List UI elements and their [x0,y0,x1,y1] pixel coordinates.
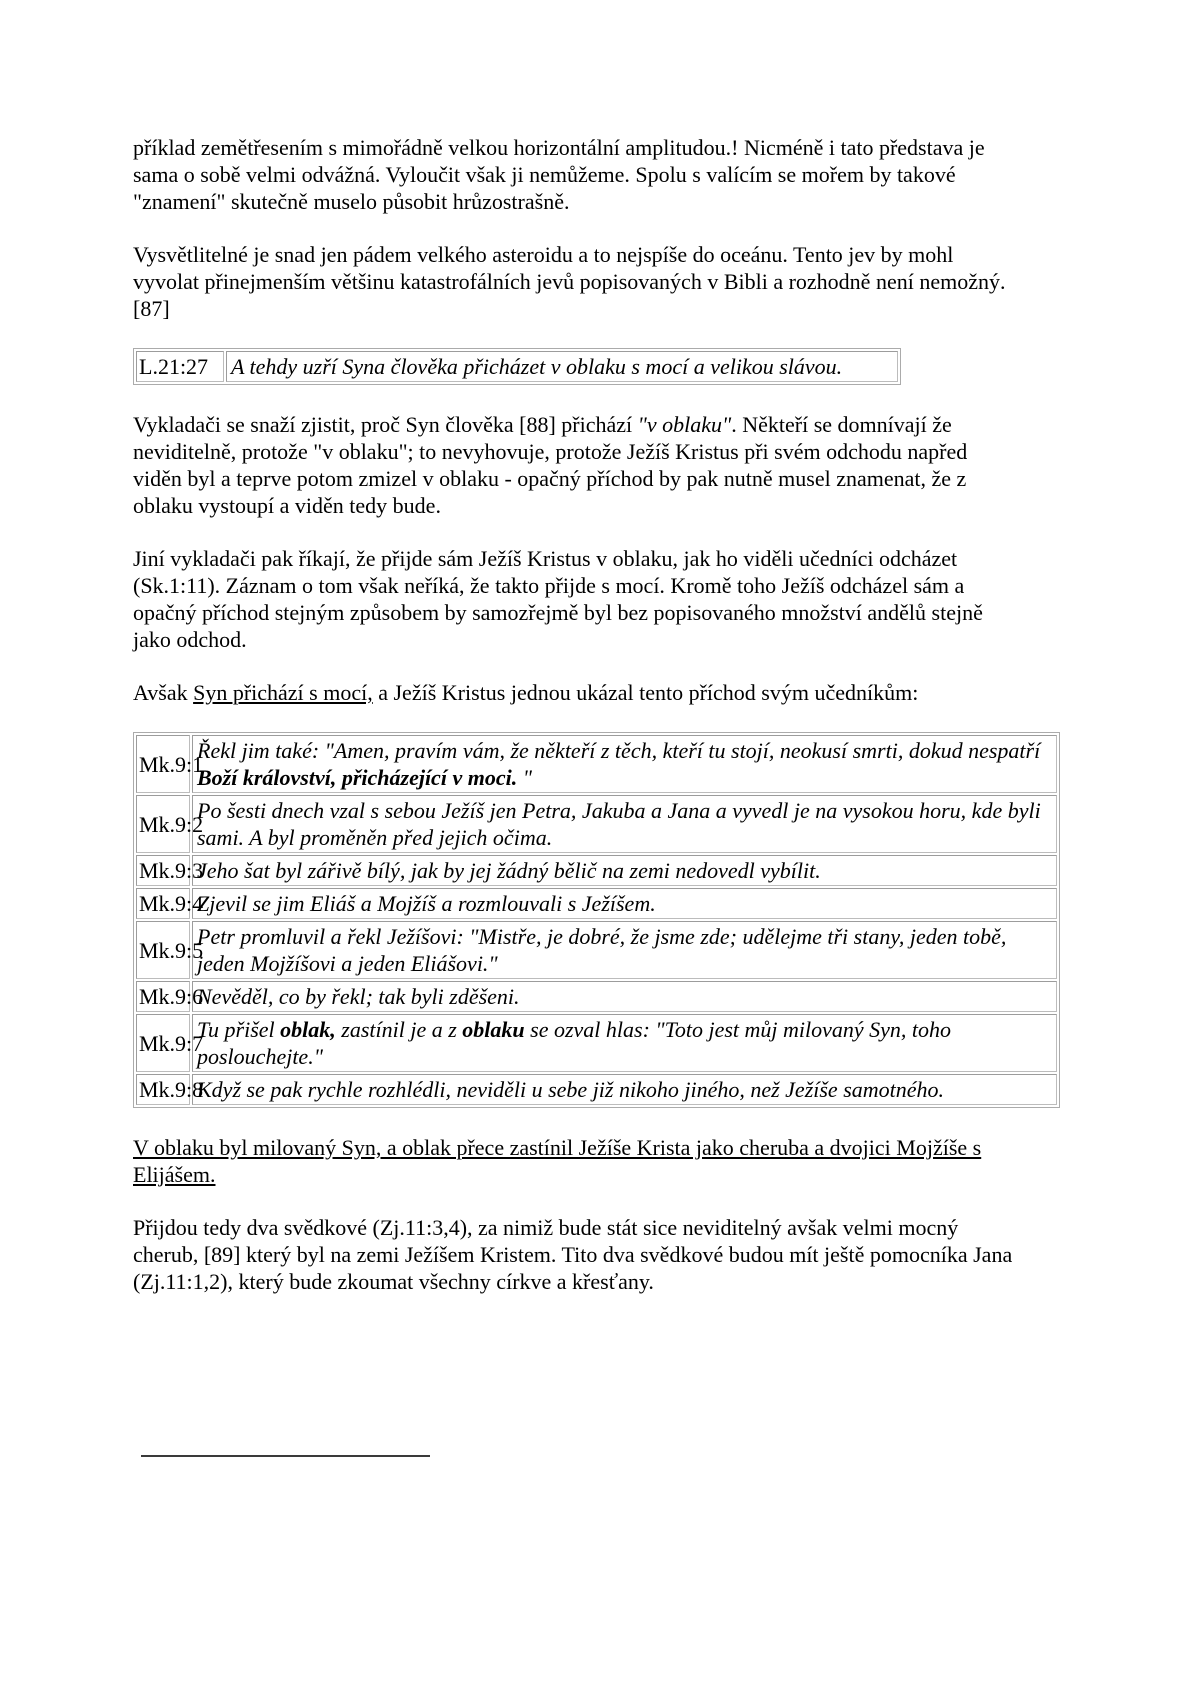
verse-row [136,1014,1057,1072]
footnote-divider [141,1455,430,1457]
paragraph-cloud-beloved-son [133,1134,1015,1188]
text-segment: zastínil je a z [335,1017,463,1042]
verse-row [136,351,898,382]
verse-row [136,855,1057,886]
text-segment: A tehdy uzří Syna člověka přicházet v oblaku s mocí a velikou slávou. [231,354,843,379]
verse-row [136,921,1057,979]
verse-text [226,351,898,382]
text-segment: Tu přišel [197,1017,281,1042]
text-segment: a Ježíš Kristus jednou ukázal tento příchod svým učedníkům: [372,680,919,705]
text-segment: oblak, [280,1017,336,1042]
verse-row [136,888,1057,919]
text-segment: Jeho šat byl zářivě bílý, jak by jej žádný bělič na zemi nedovedl vybílit. [197,858,821,883]
paragraph-other-interpreters [133,545,1015,653]
verse-ref: Mk.9:3 [136,855,190,886]
text-segment: příklad zemětřesením s mimořádně velkou horizontální amplitudou.! Nicméně i tato představa je sama o sobě velmi odvážná. Vyloučit však ji nemůžeme. Spolu s valícím se mořem by takové "znamení" skutečně muselo působit hrůzostrašně. [133,135,985,214]
verse-ref: Mk.9:8 [136,1074,190,1105]
text-segment: Řekl jim také: "Amen, pravím vám, že někteří z těch, kteří tu stojí, neokusí smrti, dokud nespatří [197,738,1041,763]
text-segment: Avšak [133,680,194,705]
verse-text [192,888,1057,919]
text-segment: Syn přichází s mocí, [193,680,373,705]
text-segment: Petr promluvil a řekl Ježíšovi: "Mistře, je dobré, že jsme zde; udělejme tři stany, jeden tobě, jeden Mojžíšovi a jeden Eliášovi." [197,924,1007,976]
text-segment: " [522,765,532,790]
text-segment: Vysvětlitelné je snad jen pádem velkého asteroidu a to nejspíše do oceánu. Tento jev by mohl vyvolat přinejmenším většinu katastrofálních jevů popisovaných v Bibli a rozhodně není nemožný. [87] [133,242,1006,321]
verse-row [136,735,1057,793]
text-segment: Boží království, přicházející v moci. [197,765,523,790]
verse-ref: L.21:27 [136,351,224,382]
verse-table-luke-21-27 [133,348,901,385]
text-segment: Po šesti dnech vzal s sebou Ježíš jen Petra, Jakuba a Jana a vyvedl je na vysokou horu, kde byli sami. A byl proměněn před jejich očima. [197,798,1041,850]
verse-text [192,855,1057,886]
verse-text [192,795,1057,853]
verse-text [192,981,1057,1012]
paragraph-asteroid [133,241,1015,322]
paragraph-son-comes-with-power [133,679,1015,706]
verse-text [192,1014,1057,1072]
paragraph-two-witnesses [133,1214,1015,1295]
text-segment: Přijdou tedy dva svědkové (Zj.11:3,4), za nimiž bude stát sice neviditelný avšak velmi mocný cherub, [89] který byl na zemi Ježíšem Kristem. Tito dva svědkové budou mít ještě pomocníka Jana (Zj.11:1,2), který bude zkoumat všechny církve a křesťany. [133,1215,1013,1294]
text-segment: se ozval hlas: "Toto jest můj milovaný Syn, toho poslouchejte." [197,1017,952,1069]
text-segment: oblaku [462,1017,525,1042]
verse-row [136,981,1057,1012]
text-segment: Nevěděl, co by řekl; tak byli zděšeni. [197,984,520,1009]
text-segment: Jiní vykladači pak říkají, že přijde sám Ježíš Kristus v oblaku, jak ho viděli učedníci odcházet (Sk.1:11). Záznam o tom však neříká, že takto přijde s mocí. Kromě toho Ježíš odcházel sám a opačný příchod stejným způsobem by samozřejmě byl bez popisovaného množství andělů stejně jako odchod. [133,546,983,652]
verse-ref: Mk.9:5 [136,921,190,979]
verse-ref: Mk.9:7 [136,1014,190,1072]
verse-row [136,795,1057,853]
text-segment: Vykladači se snaží zjistit, proč Syn člověka [88] přichází [133,412,638,437]
paragraph-interpreters-cloud [133,411,1015,519]
verse-ref: Mk.9:2 [136,795,190,853]
verse-ref: Mk.9:1 [136,735,190,793]
verse-text [192,921,1057,979]
text-segment: "v oblaku" [637,412,732,437]
text-segment: V oblaku byl milovaný Syn, a oblak přece zastínil Ježíše Krista jako cheruba a dvojici Mojžíše s Elijášem. [133,1135,982,1187]
paragraph-earthquake [133,134,1015,215]
verse-ref: Mk.9:4 [136,888,190,919]
text-segment: . Někteří se domnívají že neviditelně, protože "v oblaku"; to nevyhovuje, protože Ježíš Kristus při svém odchodu napřed viděn byl a teprve potom zmizel v oblaku - opačný příchod by pak nutně musel znamenat, že z oblaku vystoupí a viděn tedy bude. [133,412,968,518]
text-segment: Když se pak rychle rozhlédli, neviděli u sebe již nikoho jiného, než Ježíše samotného. [197,1077,945,1102]
verse-row [136,1074,1057,1105]
verse-ref: Mk.9:6 [136,981,190,1012]
verse-text [192,1074,1057,1105]
text-segment: Zjevil se jim Eliáš a Mojžíš a rozmlouvali s Ježíšem. [197,891,656,916]
verse-text [192,735,1057,793]
verse-table-mark-9 [133,732,1060,1108]
